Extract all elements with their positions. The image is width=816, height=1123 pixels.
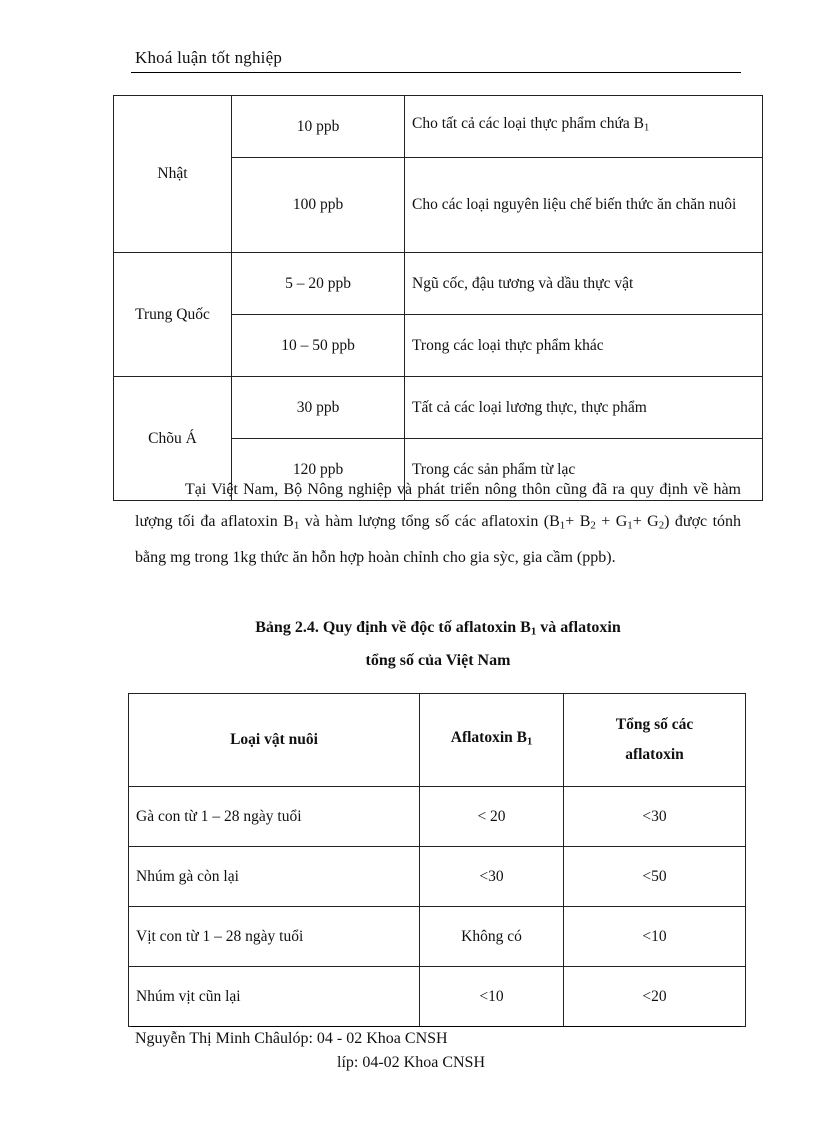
description-cell: Cho tất cả các loại thực phẩm chứa $B_1$ (405, 96, 763, 158)
region-cell: Nhật (114, 96, 232, 253)
total-cell: <30 (564, 787, 746, 847)
description-cell: Cho các loại nguyên liệu chế biến thức ăn chăn nuôi (405, 158, 763, 253)
animal-cell: Vịt con từ 1 – 28 ngày tuổi (129, 907, 420, 967)
description-cell: Tất cả các loại lương thực, thực phẩm (405, 377, 763, 439)
table-caption-line2: tổng số của Việt Nam (365, 652, 511, 669)
total-cell: <10 (564, 907, 746, 967)
header-divider (131, 72, 741, 73)
description-cell: Trong các sản phẩm từ lạc (405, 439, 763, 501)
b1-cell: <10 (420, 967, 564, 1027)
b1-cell: < 20 (420, 787, 564, 847)
total-cell: <50 (564, 847, 746, 907)
table-row (129, 847, 746, 907)
table-caption: Bảng 2.4. Quy định về độc tố aflatoxin $B_1$ và aflatoxin (255, 619, 621, 638)
limit-cell: 10 ppb (232, 96, 405, 158)
limit-cell: 100 ppb (232, 158, 405, 253)
animal-cell: Gà con từ 1 – 28 ngày tuổi (129, 787, 420, 847)
regulation-table-international (113, 95, 763, 501)
total-cell: <20 (564, 967, 746, 1027)
regulation-table-vietnam (128, 693, 746, 1027)
limit-cell: 10 – 50 ppb (232, 315, 405, 377)
table-row (129, 787, 746, 847)
limit-cell: 120 ppb (232, 439, 405, 501)
table-row (129, 907, 746, 967)
table-header-row (129, 694, 746, 787)
footer-class-line: líp: 04-02 Khoa CNSH (337, 1054, 485, 1071)
description-cell: Ngũ cốc, đậu tương và dầu thực vật (405, 253, 763, 315)
b1-cell: Không có (420, 907, 564, 967)
footer-divider (131, 1026, 741, 1027)
header-aflatoxin-b1: Aflatoxin $B_1$ (420, 694, 564, 787)
header-total-aflatoxin: Tổng số các aflatoxin (564, 694, 746, 787)
footer-author-line: Nguyễn Thị Minh Châulóp: 04 - 02 Khoa CNSH (135, 1030, 448, 1047)
animal-cell: Nhúm gà còn lại (129, 847, 420, 907)
body-paragraph: Tại Việt Nam, Bộ Nông nghiệp và phát triển nông thôn cũng đã ra quy định về hàm lượng tối đa aflatoxin $B_1$ và hàm lượng tổng số các aflatoxin $(B_1+ B_2 + G_1+ G_2)$ được tónh bằng mg trong 1kg thức ăn hỗn hợp hoàn chỉnh cho gia sỳc, gia cầm (ppb). (135, 481, 742, 566)
header-animal: Loại vật nuôi (129, 694, 420, 787)
region-cell: Chõu Á (114, 377, 232, 501)
region-cell: Trung Quốc (114, 253, 232, 377)
b1-cell: <30 (420, 847, 564, 907)
page-header-title: Khoá luận tốt nghiệp (135, 48, 283, 67)
limit-cell: 5 – 20 ppb (232, 253, 405, 315)
description-cell: Trong các loại thực phẩm khác (405, 315, 763, 377)
table-row (129, 967, 746, 1027)
animal-cell: Nhúm vịt cũn lại (129, 967, 420, 1027)
limit-cell: 30 ppb (232, 377, 405, 439)
